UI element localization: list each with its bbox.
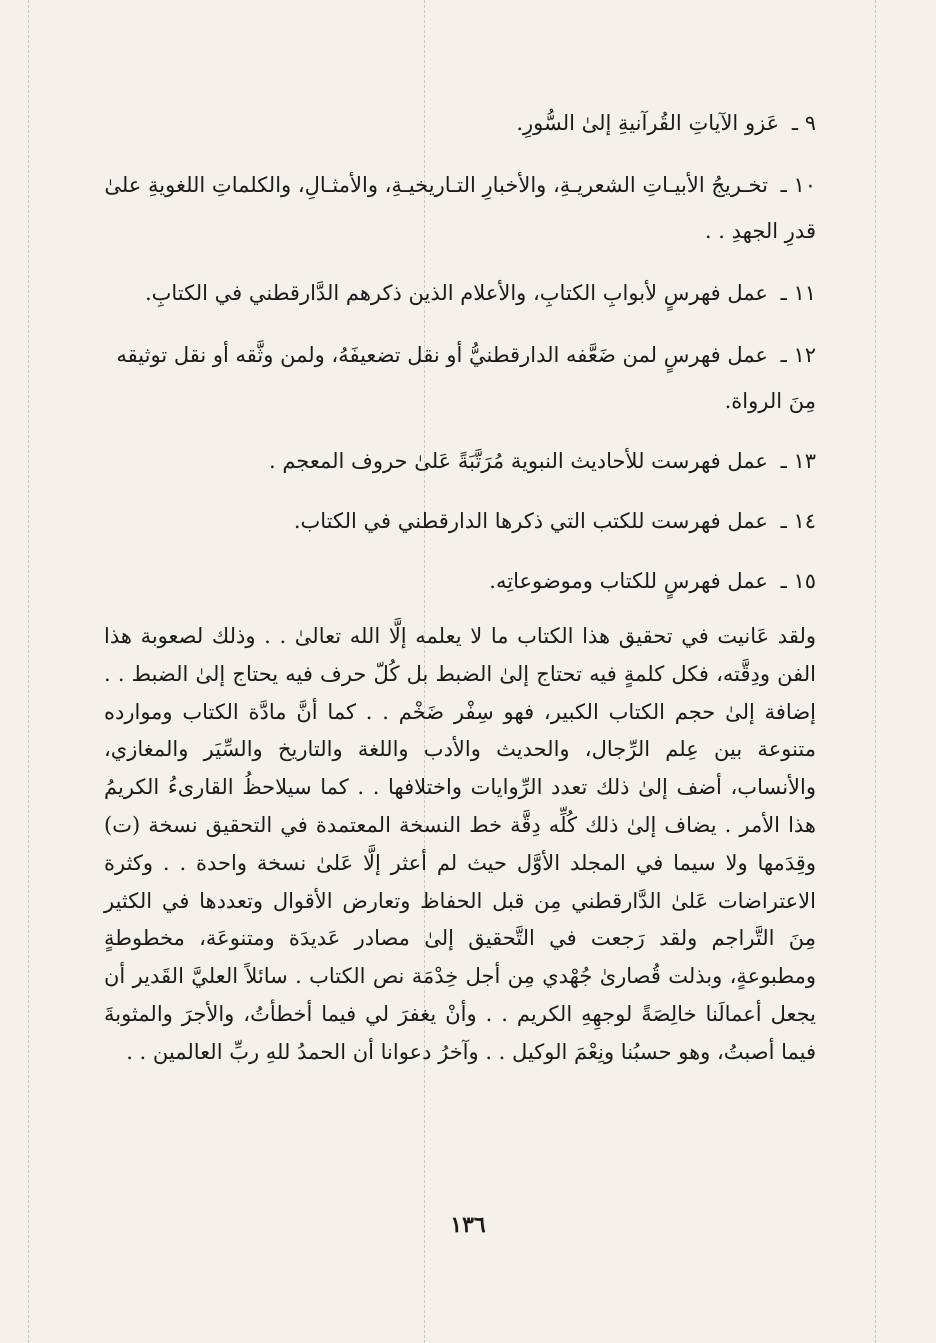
list-item — [104, 332, 816, 424]
list-item — [104, 438, 816, 484]
list-item — [104, 498, 816, 544]
list-item-number: ١٣ ـ — [780, 449, 816, 473]
list-item-number: ١٢ ـ — [780, 343, 816, 367]
list-item-text: عمل فهرسٍ لأبوابِ الكتابِ، والأعلام الذين ذكرهم الدَّارقطني في الكتابِ. — [144, 281, 768, 305]
list-item — [104, 162, 816, 254]
list-item-number: ١٠ ـ — [780, 173, 816, 197]
list-item-text: تخـريجُ الأبيـاتِ الشعريـةِ، والأخبارِ التـاريخيـةِ، والأمثـالِ، والكلماتِ اللغويةِ علىٰ قدرِ الجهدِ . . — [104, 173, 816, 243]
page-number: ١٣٦ — [450, 1212, 486, 1238]
list-item-text: عمل فهرسٍ لمن ضَعَّفه الدارقطنيُّ أو نقل تضعيفَهُ، ولمن وثَّقه أو نقل توثيقه مِنَ الرواة. — [116, 343, 816, 413]
list-item — [104, 268, 816, 318]
list-item — [104, 98, 816, 148]
list-item-number: ١١ ـ — [780, 281, 816, 305]
body-paragraph: ولقد عَانيت في تحقيق هذا الكتاب ما لا يعلمه إلَّا الله تعالىٰ . . وذلك لصعوبة هذا الفن ودِقَّته، فكل كلمةٍ فيه تحتاج إلىٰ الضبط بل كُلّ حرف فيه يحتاج إلىٰ الضبط . . إضافة إلىٰ حجم الكتاب الكبير، فهو سِفْر ضَخْم . . كما أنَّ مادَّة الكتاب وموارده متنوعة بين عِلم الرِّجال، والحديث والأدب واللغة والتاريخ والسِّيَر والمغازي، والأنساب، أضف إلىٰ ذلك تعدد الرِّوايات واختلافها . . كما سيلاحظُ القارىءُ الكريمُ هذا الأمر . يضاف إلىٰ ذلك كُلِّه دِقَّة خط النسخة المعتمدة في التحقيق نسخة (ت) وقِدَمها ولا سيما في المجلد الأوَّل حيث لم أعثر إلَّا عَلىٰ نسخة واحدة . . وكثرة الاعتراضات عَلىٰ الدَّارقطني مِن قبل الحفاظ وتعارض الأقوال وتعددها في الكثير مِنَ التَّراجم ولقد رَجعت في التَّحقيق إلىٰ مصادر عَديدَة ومتنوعَة، مخطوطةٍ ومطبوعةٍ، وبذلت قُصارىٰ جُهْدي مِن أجل خِدْمَة نص الكتاب . سائلاً العليَّ القَدير أن يجعل أعمالَنا خالِصَةً لوجهِهِ الكريم . . وأنْ يغفرَ لي فيما أخطأتُ، والأجرَ والمثوبةَ فيما أصبتُ، وهو حسبُنا ونِعْمَ الوكيل . . وآخرُ دعوانا أن الحمدُ للهِ ربِّ العالمين . . — [104, 624, 816, 1064]
list-item-text: عمل فهرست للأحاديث النبوية مُرَتَّبَةً عَلىٰ حروف المعجم . — [268, 449, 768, 473]
list-item-text: عمل فهرست للكتب التي ذكرها الدارقطني في الكتاب. — [293, 509, 768, 533]
margin-guide-right — [875, 0, 876, 1343]
list-item-number: ٩ ـ — [791, 111, 816, 135]
list-item — [104, 558, 816, 604]
margin-guide-left — [28, 0, 29, 1343]
list-item-number: ١٤ ـ — [780, 509, 816, 533]
list-item-text: عَزو الآياتِ القُرآنيةِ إلىٰ السُّورِ. — [516, 111, 780, 135]
page-content — [104, 98, 816, 1093]
list-item-text: عمل فهرسٍ للكتاب وموضوعاتِه. — [489, 569, 768, 593]
list-item-number: ١٥ ـ — [780, 569, 816, 593]
